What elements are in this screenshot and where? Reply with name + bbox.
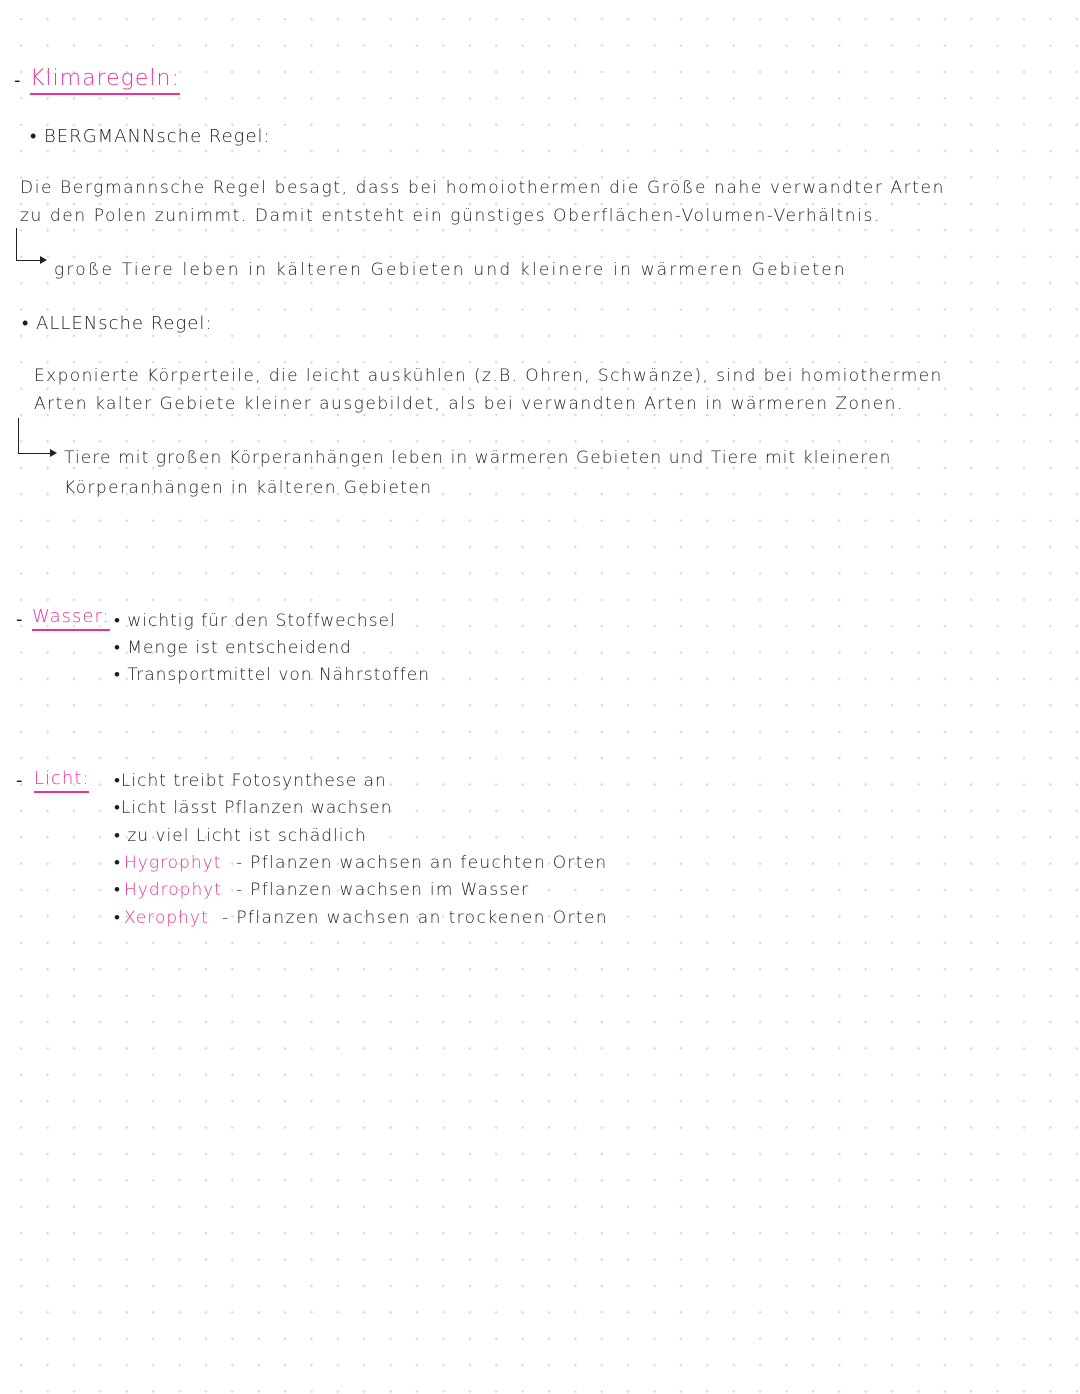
wasser-dash: - — [16, 609, 23, 630]
licht-def-xerophyt: - Pflanzen wachsen an trockenen Orten — [222, 908, 608, 928]
bergmann-line-2: zu den Polen zunimmt. Damit entsteht ein günstiges Oberflächen-Volumen-Verhältnis. — [20, 206, 881, 226]
allen-conclusion-1: Tiere mit großen Körperanhängen leben in wärmeren Gebieten und Tiere mit kleineren — [64, 448, 892, 468]
licht-dash: - — [16, 770, 23, 791]
licht-item-3: • zu viel Licht ist schädlich — [114, 826, 367, 846]
licht-term-bullet: • — [114, 908, 121, 928]
bergmann-line-1: Die Bergmannsche Regel besagt, dass bei homoiothermen die Größe nahe verwandter Arten — [20, 178, 945, 198]
licht-term-hydrophyt: Hydrophyt — [124, 880, 222, 900]
licht-heading: Licht: — [34, 768, 89, 793]
wasser-item-2: • Menge ist entscheidend — [114, 638, 352, 658]
licht-term-hygrophyt: Hygrophyt — [124, 853, 222, 873]
arrow-head-icon — [50, 449, 57, 457]
klima-dash: - — [14, 70, 21, 91]
allen-line-1: Exponierte Körperteile, die leicht auskühlen (z.B. Ohren, Schwänze), sind bei homiothermen — [34, 366, 943, 386]
allen-arrow — [18, 418, 53, 454]
licht-term-xerophyt: Xerophyt — [124, 908, 209, 928]
licht-term-bullet: • — [114, 853, 121, 873]
arrow-head-icon — [40, 256, 47, 264]
allen-title: • ALLENsche Regel: — [22, 313, 213, 334]
licht-def-hygrophyt: - Pflanzen wachsen an feuchten Orten — [236, 853, 608, 873]
licht-def-hydrophyt: - Pflanzen wachsen im Wasser — [236, 880, 530, 900]
wasser-heading: Wasser: — [32, 606, 110, 631]
wasser-item-1: • wichtig für den Stoffwechsel — [114, 611, 396, 631]
klima-heading: Klimaregeln: — [30, 66, 180, 95]
licht-item-1: •Licht treibt Fotosynthese an — [114, 771, 387, 791]
bergmann-conclusion: große Tiere leben in kälteren Gebieten und kleinere in wärmeren Gebieten — [54, 260, 847, 280]
licht-item-2: •Licht lässt Pflanzen wachsen — [114, 798, 393, 818]
bergmann-title: • BERGMANNsche Regel: — [30, 126, 271, 147]
bergmann-arrow — [16, 228, 43, 261]
allen-conclusion-2: Körperanhängen in kälteren Gebieten — [64, 478, 433, 498]
wasser-item-3: • Transportmittel von Nährstoffen — [114, 665, 430, 685]
allen-line-2: Arten kalter Gebiete kleiner ausgebildet, als bei verwandten Arten in wärmeren Zonen. — [34, 394, 904, 414]
licht-term-bullet: • — [114, 880, 121, 900]
